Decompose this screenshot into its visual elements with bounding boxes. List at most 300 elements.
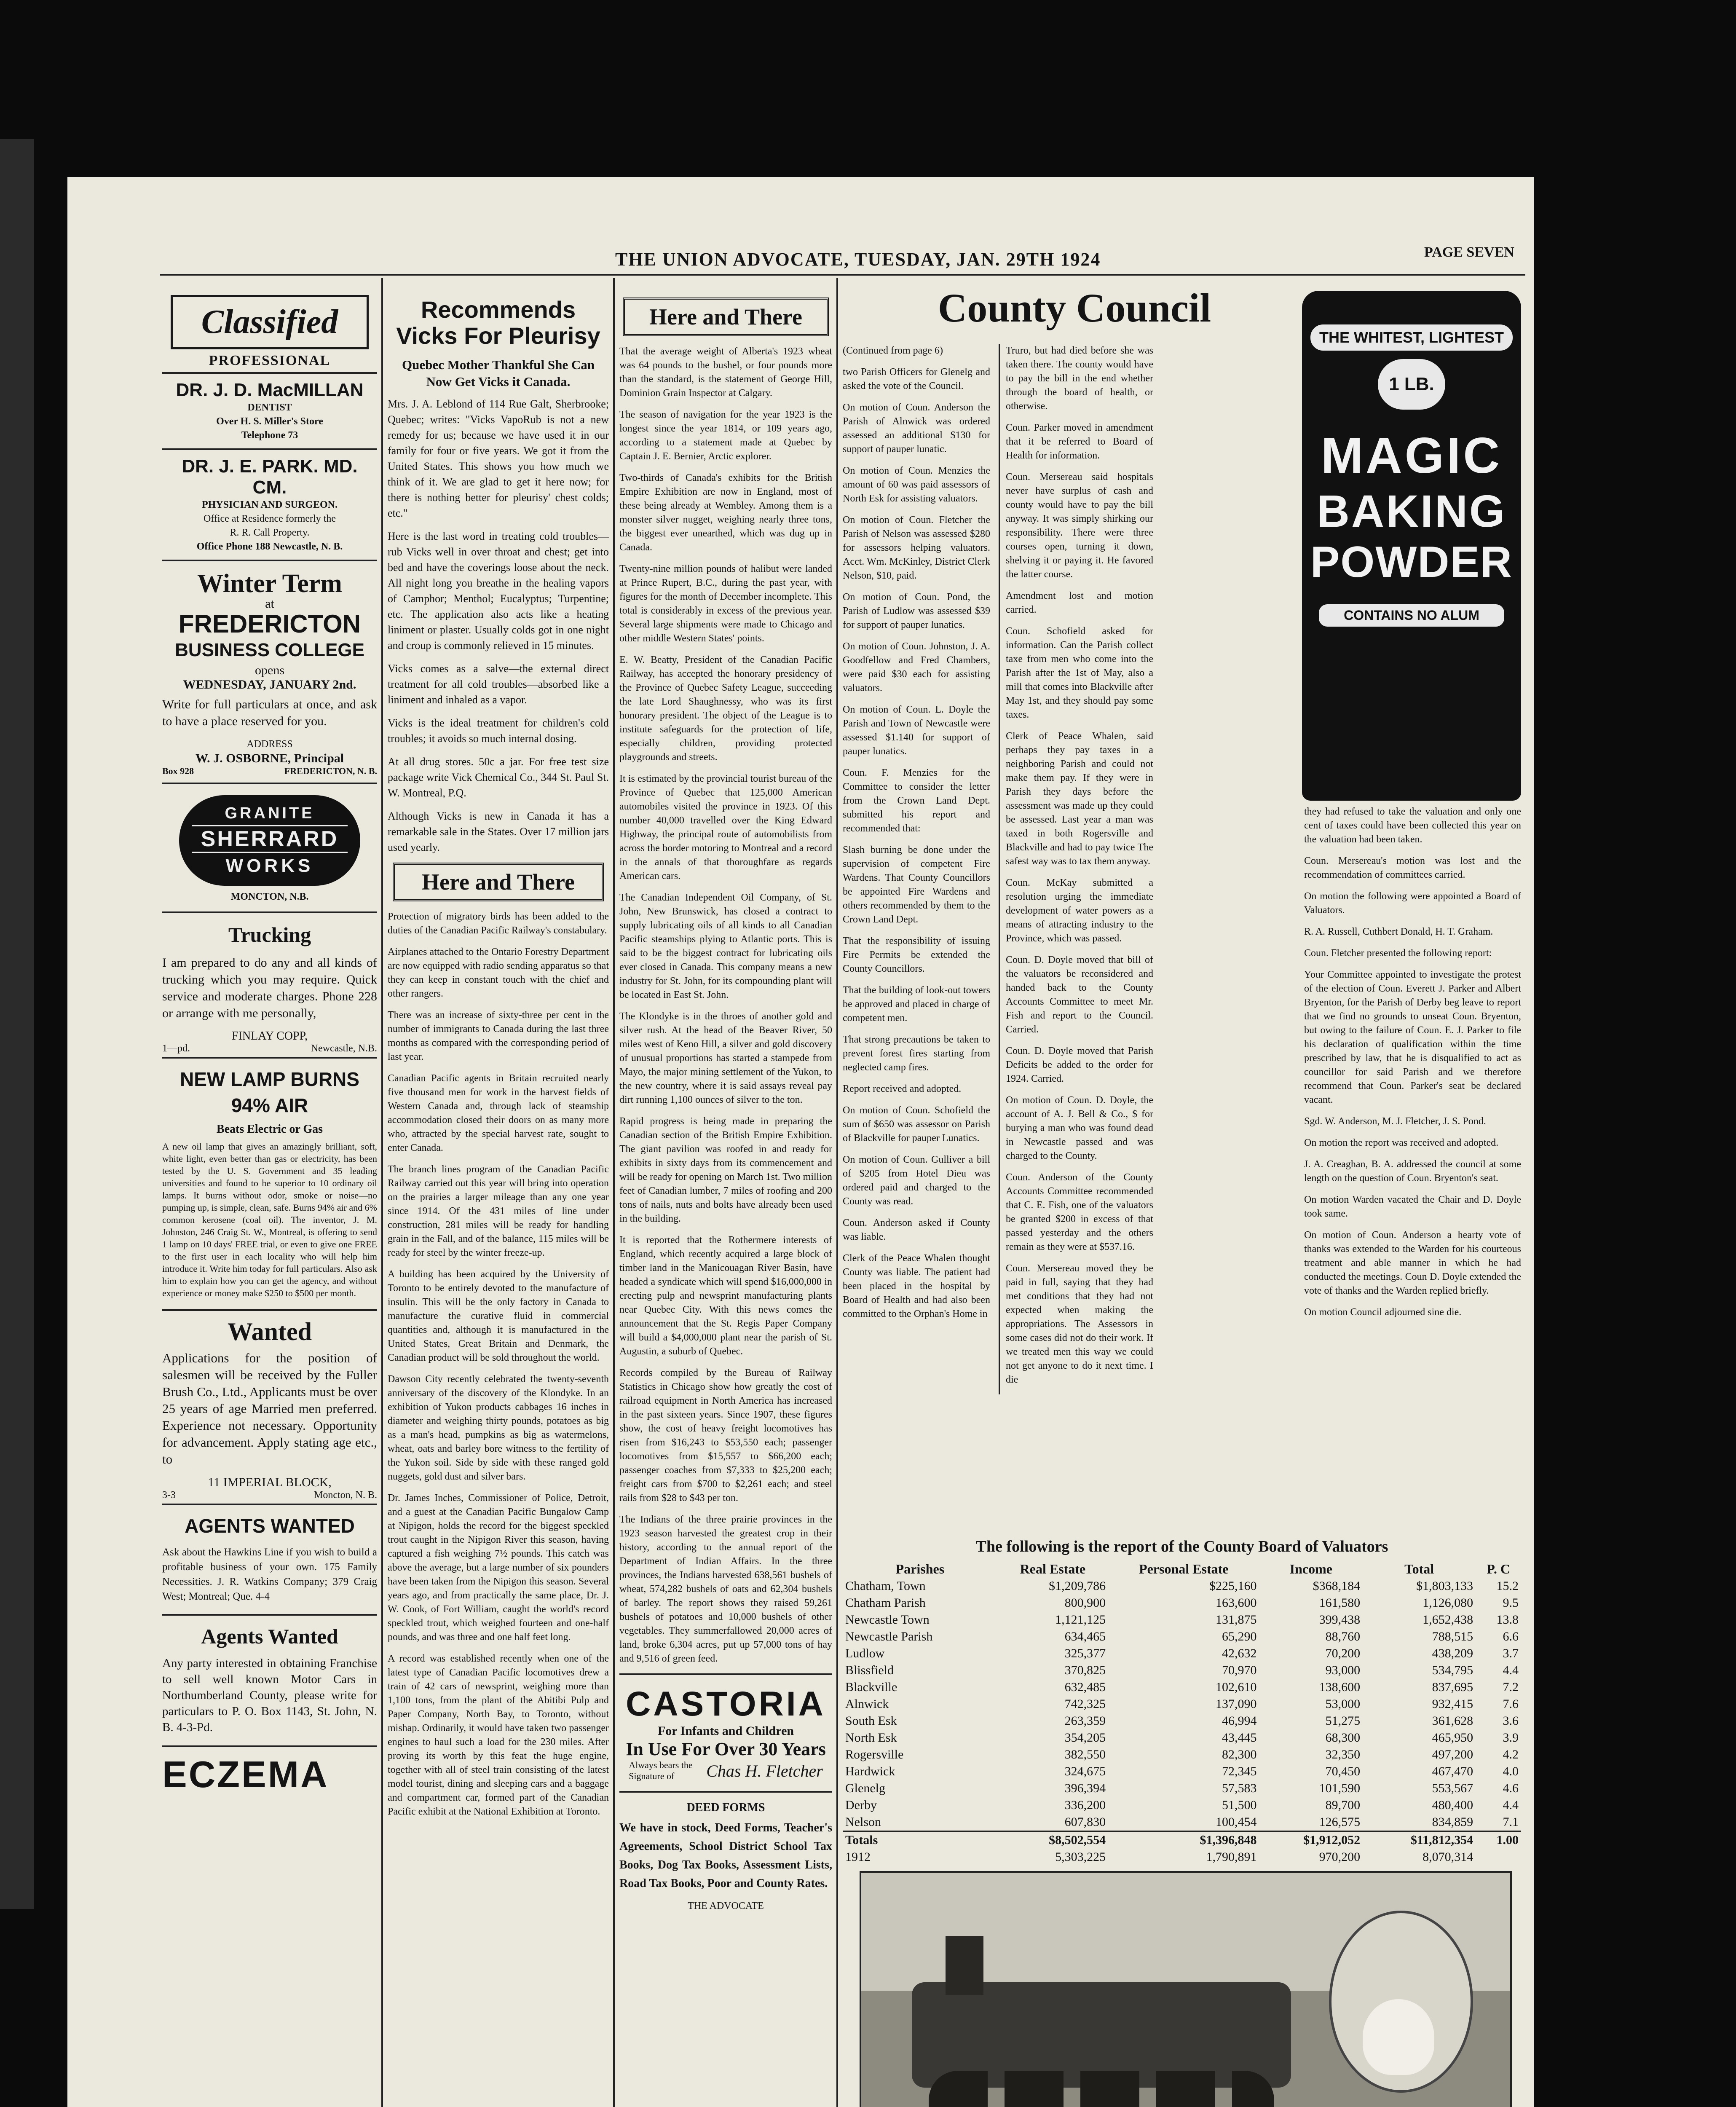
table-cell: 57,583 xyxy=(1222,1781,1257,1795)
column-rule xyxy=(613,278,615,2107)
driver-beard xyxy=(1363,1999,1434,2075)
county-council-article xyxy=(843,284,1306,1532)
macmillan-title: DENTIST xyxy=(247,402,292,413)
table-cell: 70,200 xyxy=(1325,1646,1361,1660)
column-rule xyxy=(836,278,838,2107)
news-item: Protection of migratory birds has been added to the duties of the Canadian Pacific Railway's constabulary. xyxy=(388,911,609,936)
table-cell: 131,875 xyxy=(1215,1613,1257,1627)
council-paragraph: On motion of Coun. L. Doyle the Parish and Town of Newcastle were assessed $1.140 for support of pauper lunatics. xyxy=(843,704,990,757)
granite-line1: GRANITE xyxy=(225,804,315,822)
totals-row xyxy=(843,1831,1521,1849)
table-cell: Derby xyxy=(845,1798,877,1812)
table-cell: $11,812,354 xyxy=(1410,1833,1473,1847)
column-header: P. C xyxy=(1487,1561,1510,1576)
table-cell: 32,350 xyxy=(1325,1748,1361,1761)
table-cell: 1.00 xyxy=(1496,1833,1519,1847)
castoria-signature: Chas H. Fletcher xyxy=(706,1761,823,1780)
valuators-title: The following is the report of the County Board of Valuators xyxy=(975,1538,1388,1555)
news-item: A record was established recently when one of the latest type of Canadian Pacific locomotives drew a train of 42 cars of newsprint, weighing more than 1,100 tons, from the plant of the Abitibi Pulp and Paper Company, North Bay, to Toronto, without mishap. Ordinarily, it would have taken two passenger engines to haul such a load for the 230 miles. After proving its worth by this feat the huge engine, together with all of steel train consisting of the latest model tourist, dining and sleeping cars and a baggage and compartment car, formed part of the Canadian Pacific exhibit at the National Exhibition at Toronto. xyxy=(388,1653,609,1817)
magic-band: THE WHITEST, LIGHTEST xyxy=(1310,324,1513,351)
council-paragraph: On motion of Coun. Anderson a hearty vote of thanks was extended to the Warden for his courteous treatment and able manner in which he had conducted the meetings. Coun D. Doyle extended the vote of thanks and the Warden replied briefly. xyxy=(1304,1230,1521,1296)
table-cell: 396,394 xyxy=(1064,1781,1106,1795)
agents-body-2: Any party interested in obtaining Franchise to sell well known Motor Cars in Northumberland County, please write for particulars to P. O. Box 1143, St. John, N. B. 4-3-Pd. xyxy=(162,1657,377,1734)
table-cell: 161,580 xyxy=(1319,1596,1361,1610)
granite-works-ad xyxy=(162,784,377,913)
council-paragraph: On motion the following were appointed a Board of Valuators. xyxy=(1304,891,1521,916)
table-cell: 7.2 xyxy=(1503,1680,1519,1694)
table-cell: Nelson xyxy=(845,1815,881,1829)
deed-sign: THE ADVOCATE xyxy=(688,1901,764,1911)
lamp-body: A new oil lamp that gives an amazingly brilliant, soft, white light, even better than gas or electricity, has been tested by the U. S. Government and 35 leading universities and found to be superior to 10 ordinary oil lamps. It burns without odor, smoke or noise—no pumping up, is simple, clean, safe. Burns 94% air and 6% common kerosene (coal oil). The inventor, J. M. Johnston, 246 Craig St. W., Montreal, is offering to send 1 lamp on 10 days' FREE trial, or even to give one FREE to the first user in each locality who will help him introduce it. Write him today for full particulars. Also ask him to explain how you can get the agency, and without experience or money make $250 to $500 per month. xyxy=(162,1141,377,1298)
table-cell: 126,575 xyxy=(1319,1815,1361,1829)
table-cell: 1912 xyxy=(845,1850,871,1863)
here-and-there-heading-1: Here and There xyxy=(623,298,829,336)
table-cell: 70,450 xyxy=(1325,1764,1361,1778)
table-row xyxy=(843,1729,1521,1746)
table-cell: 93,000 xyxy=(1325,1663,1361,1677)
business-college-heading: BUSINESS COLLEGE xyxy=(175,640,364,660)
wanted-address: 11 IMPERIAL BLOCK, xyxy=(208,1475,332,1489)
council-column-a xyxy=(843,344,990,1394)
valuators-body xyxy=(843,1578,1521,1863)
table-cell: 480,400 xyxy=(1432,1798,1473,1812)
vicks-deck: Quebec Mother Thankful She Can Now Get Vicks it Canada. xyxy=(402,357,595,389)
magic-lb-badge: 1 LB. xyxy=(1378,359,1445,410)
table-row xyxy=(843,1662,1521,1679)
column-header: Personal Estate xyxy=(1139,1561,1229,1576)
table-cell: 1,121,125 xyxy=(1055,1613,1106,1627)
table-cell: 43,445 xyxy=(1222,1731,1257,1745)
table-cell: $1,803,133 xyxy=(1416,1579,1473,1593)
news-item: The season of navigation for the year 1923 is the longest since the year 1814, or 109 years ago, according to a statement made at Quebec by Captain J. E. Bernier, Arctic explorer. xyxy=(619,409,832,462)
agents-wanted-ad-1 xyxy=(162,1505,377,1616)
table-cell: 970,200 xyxy=(1319,1850,1361,1863)
valuators-header-row xyxy=(843,1560,1521,1578)
table-cell: 82,300 xyxy=(1222,1748,1257,1761)
news-item: It is estimated by the provincial tourist bureau of the Province of Quebec that 125,000 American automobiles visited the province in 1923. Of this number 40,000 travelled over the King Edward Highway, the principal route of automobilists from across the border motoring to Montreal and a record in the annals of that thoroughfare as regards American cars. xyxy=(619,773,832,882)
news-item: It is reported that the Rothermere interests of England, which recently acquired a large block of timber land in the Manicouagan River Basin, have headed a syndicate which will spend $16,000,000 in erecting pulp and newsprint manufacturing plants near Quebec City. With this news comes the announcement that the St. Regis Paper Company will build a $4,000,000 plant near the parish of St. Augustin, a suburb of Quebec. xyxy=(619,1235,832,1357)
table-cell: 6.6 xyxy=(1503,1630,1519,1643)
table-cell: North Esk xyxy=(845,1731,897,1745)
table-cell: 382,550 xyxy=(1064,1748,1106,1761)
table-cell: 4.2 xyxy=(1503,1748,1519,1761)
council-paragraph: Truro, but had died before she was taken there. The county would have to pay the bill in the end whether through the board of health, or otherwise. xyxy=(1006,345,1153,412)
business-college-ad xyxy=(162,561,377,784)
table-cell: 4.4 xyxy=(1503,1663,1519,1677)
column-header: Total xyxy=(1404,1561,1434,1576)
table-cell: 632,485 xyxy=(1064,1680,1106,1694)
table-cell: 800,900 xyxy=(1064,1596,1106,1610)
council-column-b xyxy=(999,344,1153,1394)
table-cell: 9.5 xyxy=(1503,1596,1519,1610)
table-cell: 5,303,225 xyxy=(1055,1850,1106,1863)
table-cell: Totals xyxy=(845,1833,878,1847)
table-cell: $225,160 xyxy=(1209,1579,1257,1593)
vicks-article xyxy=(388,396,609,855)
table-cell: Chatham Parish xyxy=(845,1596,926,1610)
granite-line2: SHERRARD xyxy=(192,825,348,853)
vicks-headline: Recommends Vicks For Pleurisy xyxy=(396,296,600,349)
table-cell: 742,325 xyxy=(1064,1697,1106,1711)
news-item: Canadian Pacific agents in Britain recruited nearly five thousand men for work in the harvest fields of Western Canada and, through lack of steamship accommodation closed their doors on as many more who, attracted by the special harvest rate, sought to enter Canada. xyxy=(388,1073,609,1153)
table-cell: 4.0 xyxy=(1503,1764,1519,1778)
agents-wanted-ad-2 xyxy=(162,1616,377,1747)
council-paragraph: That the responsibility of issuing Fire Permits be extended the County Councillors. xyxy=(843,936,990,974)
park-line3: Office Phone 188 Newcastle, N. B. xyxy=(196,541,343,552)
trucking-title: Trucking xyxy=(228,923,311,946)
magic-line1: MAGIC xyxy=(1321,427,1502,484)
council-paragraph: Your Committee appointed to investigate the protest of the election of Coun. Everett J. Parker and Albert Bryenton, for the Parish of Derby beg leave to report that we find no grounds to unseat Coun. Bryenton, but owing to the failure of Coun. E. J. Parker to file his declaration of qualification within the time prescribed by law, that he is disqualified to act as councillor for said Parish and we therefore recommend that Coun. Parker's seat be declared vacant. xyxy=(1304,969,1521,1105)
table-cell: 72,345 xyxy=(1222,1764,1257,1778)
council-paragraph: On motion of Coun. Gulliver a bill of $205 from Hotel Dieu was ordered paid and charged to the County was read. xyxy=(843,1154,990,1207)
lamp-ad xyxy=(162,1059,377,1311)
table-cell: 102,610 xyxy=(1215,1680,1257,1694)
macmillan-line1: Over H. S. Miller's Store xyxy=(216,416,323,427)
macmillan-name: DR. J. D. MacMILLAN xyxy=(176,380,364,400)
table-row xyxy=(843,1763,1521,1780)
vicks-column xyxy=(388,291,609,2107)
county-council-headline: County Council xyxy=(938,285,1211,330)
council-paragraph: Coun. Schofield asked for information. Can the Parish collect taxe from men who come into the Parish after the 1st of May, also a mill that comes into Blackville after May 1st, and they should pay some taxes. xyxy=(1006,626,1153,720)
vicks-paragraph: Here is the last word in treating cold troubles—rub Vicks well in over throat and chest; get into bed and have the coverings loose about the neck. All night long you breathe in the healing vapors of Camphor; Menthol; Eucalyptus; Turpentine; etc. The application also acts like a heating liniment or plaster. Usually colds got in one night and croup is commonly relieved in 15 minutes. xyxy=(388,530,609,651)
council-paragraph: Report received and adopted. xyxy=(843,1083,962,1094)
classified-column xyxy=(162,291,377,2107)
table-cell: 1,790,891 xyxy=(1206,1850,1257,1863)
college-city: FREDERICTON, N. B. xyxy=(284,766,377,776)
vicks-paragraph: Mrs. J. A. Leblond of 114 Rue Galt, Sherbrooke; Quebec; writes: "Vicks VapoRub is not a new remedy for us; because we have used it in our family for four or five years. We got it from the United States. This shows you how much we think of it. We are glad to get it here now; for there is nothing better for pleurisy' chest colds; etc." xyxy=(388,398,609,519)
deed-forms-ad xyxy=(619,1793,832,1920)
park-line2: R. R. Call Property. xyxy=(230,527,310,538)
lamp-subhead: Beats Electric or Gas xyxy=(216,1123,323,1136)
news-item: Dr. James Inches, Commissioner of Police, Detroit, and a guest at the Canadian Pacific Bungalow Camp at Nipigon, holds the record for the biggest speckled trout caught in the Nipigon River this season, having captured a fish weighing 7½ pounds. This catch was above the average, but a large number of six pounders have been taken from the Nipigon this season. Several years ago, and from practically the same place, Dr. J. W. Cook, of Fort William, caught the world's record speckled trout, which weighed fourteen and one-half pounds, and was three and one half feet long. xyxy=(388,1493,609,1643)
college-box: Box 928 xyxy=(162,766,194,776)
lamp-heading2: 94% AIR xyxy=(231,1094,308,1116)
table-cell: 553,567 xyxy=(1432,1781,1473,1795)
magic-baking-powder-ad xyxy=(1302,291,1521,801)
table-cell: Alnwick xyxy=(845,1697,889,1711)
here-and-there-items-1 xyxy=(619,345,832,1666)
council-paragraph: Coun. D. Doyle moved that Parish Deficits be added to the order for 1924. Carried. xyxy=(1006,1045,1153,1084)
council-paragraph: Amendment lost and motion carried. xyxy=(1006,590,1153,615)
vicks-paragraph: Although Vicks is new in Canada it has a remarkable sale in the States. Over 17 million jars used yearly. xyxy=(388,810,609,853)
table-cell: 100,454 xyxy=(1215,1815,1257,1829)
table-cell: 336,200 xyxy=(1064,1798,1106,1812)
table-cell: 101,590 xyxy=(1319,1781,1361,1795)
castoria-always: Always bears the Signature of xyxy=(629,1760,693,1781)
table-cell: 3.6 xyxy=(1503,1714,1519,1728)
table-cell: Glenelg xyxy=(845,1781,885,1795)
opening-date: WEDNESDAY, JANUARY 2nd. xyxy=(183,678,356,692)
valuators-table xyxy=(843,1560,1521,1863)
table-cell: Newcastle Parish xyxy=(845,1630,933,1643)
council-paragraph: Slash burning be done under the supervision of competent Fire Wardens. That County Councillors be appointed Fire Wardens and others recommended by them to the Crown Land Dept. xyxy=(843,844,990,925)
trucking-body: I am prepared to do any and all kinds of trucking which you may require. Quick service and moderate charges. Phone 228 or arrange with me personally, xyxy=(162,956,377,1020)
agents-body-1: Ask about the Hawkins Line if you wish to build a profitable business of your own. 175 Family Necessities. J. R. Watkins Company; 379 Craig West; Montreal; Que. 4-4 xyxy=(162,1547,377,1602)
council-paragraph: On motion Council adjourned sine die. xyxy=(1304,1307,1462,1318)
council-paragraph: On motion of Coun. Fletcher the Parish of Nelson was assessed $280 for assessors helping valuators. Acct. Wm. McKinley, District Clerk Nelson, $10, paid. xyxy=(843,515,990,581)
council-paragraph: On motion of Coun. Schofield the sum of $650 was assessor on Parish of Blackville for pauper Lunatics. xyxy=(843,1105,990,1144)
table-cell: 89,700 xyxy=(1325,1798,1361,1812)
magic-line2: BAKING xyxy=(1317,485,1506,536)
council-paragraph: That strong precautions be taken to prevent forest fires starting from neglected camp fires. xyxy=(843,1034,990,1073)
principal-name: W. J. OSBORNE, Principal xyxy=(195,751,344,765)
vicks-paragraph: At all drug stores. 50c a jar. For free test size package write Vick Chemical Co., 344 St. Paul St. W. Montreal, P.Q. xyxy=(388,756,609,799)
table-cell: $1,209,786 xyxy=(1049,1579,1106,1593)
table-cell: 4.6 xyxy=(1503,1781,1519,1795)
table-cell: 361,628 xyxy=(1432,1714,1473,1728)
table-cell: 137,090 xyxy=(1215,1697,1257,1711)
news-item: There was an increase of sixty-three per cent in the number of immigrants to Canada during the last three months as compared with the corresponding period of last year. xyxy=(388,1010,609,1062)
council-paragraph: Coun. Mersereau moved they be paid in full, saying that they had met conditions that they had not expected when making the appropriations. The Assessors in some cases did not do their work. If we treated men this way we could not get anyone to do it next time. I die xyxy=(1006,1263,1153,1385)
table-cell: 53,000 xyxy=(1325,1697,1361,1711)
table-cell xyxy=(1476,1849,1521,1863)
table-cell: Chatham, Town xyxy=(845,1579,926,1593)
park-card xyxy=(162,450,377,561)
council-paragraph: Coun. McKay submitted a resolution urging the immediate development of water powers as a means of attracting industry to the Province, which was passed. xyxy=(1006,877,1153,944)
column-header: Income xyxy=(1289,1561,1332,1576)
wanted-foot1: 3-3 xyxy=(162,1490,176,1501)
table-cell: 70,970 xyxy=(1222,1663,1257,1677)
table-cell: 68,300 xyxy=(1325,1731,1361,1745)
council-paragraph: Coun. Parker moved in amendment that it be referred to Board of Health for information. xyxy=(1006,422,1153,461)
news-item: That the average weight of Alberta's 1923 wheat was 64 pounds to the bushel, or four pounds more than the standard, is the statement of George Hill, Dominion Grain Inspector at Calgary. xyxy=(619,346,832,399)
eczema-title: ECZEMA xyxy=(162,1753,329,1795)
table-row xyxy=(843,1696,1521,1713)
page-label: PAGE SEVEN xyxy=(1424,244,1514,260)
table-cell: 534,795 xyxy=(1432,1663,1473,1677)
table-cell: 3.9 xyxy=(1503,1731,1519,1745)
news-item: The Indians of the three prairie provinces in the 1923 season harvested the greatest crop in their history, according to the annual report of the Department of Indian Affairs. In the three provinces, the Indians harvested 638,561 bushels of wheat, 574,282 bushels of oats and 62,304 bushels of barley. The report shows they raised 59,261 bushels of potatoes and 10,000 bushels of other vegetables. They summerfallowed 20,000 acres of land, broke 6,304 acres, put up 57,000 tons of hay and 9,516 of green feed. xyxy=(619,1514,832,1664)
table-cell: 1,126,080 xyxy=(1423,1596,1473,1610)
professional-label: PROFESSIONAL xyxy=(162,353,377,374)
council-paragraph: On motion of Coun. D. Doyle, the account of A. J. Bell & Co., $ for burying a man who was found dead in Newcastle passed and was charged to the County. xyxy=(1006,1095,1153,1161)
table-cell: 438,209 xyxy=(1432,1646,1473,1660)
news-item: Records compiled by the Bureau of Railway Statistics in Chicago show how greatly the cost of railroad equipment in North America has increased in the past sixteen years. Since 1907, these figures show, the cost of heavy freight locomotives has risen from $16,243 to $53,550 each; passenger locomotives from $15,557 to $66,200 each; passenger coaches from $7,333 to $25,200 each; freight cars from $700 to $2,261 each; and steel rails from $28 to $43 per ton. xyxy=(619,1367,832,1504)
table-cell: Rogersville xyxy=(845,1748,904,1761)
news-item: Dawson City recently celebrated the twenty-seventh anniversary of the discovery of the Klondyke. In an exhibition of Yukon products cabbages 16 inches in diameter and weighing thirty pounds, potatoes as big as a man's head, pumpkins as big as watermelons, wheat, oats and barley bore witness to the fertility of the Yukon soil. Side by side with these ranged gold nuggets, gold dust and silver bars. xyxy=(388,1374,609,1482)
council-paragraph: On motion of Coun. Johnston, J. A. Goodfellow and Fred Chambers, were paid $30 each for assisting valuators. xyxy=(843,641,990,694)
council-paragraph: R. A. Russell, Cuthbert Donald, H. T. Graham. xyxy=(1304,926,1493,937)
table-cell: $1,396,848 xyxy=(1200,1833,1257,1847)
vicks-paragraph: Vicks comes as a salve—the external direct treatment for all cold troubles—absorbed like a liniment and inhaled as a vapor. xyxy=(388,662,609,706)
table-cell: 788,515 xyxy=(1432,1630,1473,1643)
macmillan-card xyxy=(162,374,377,450)
table-cell: 51,275 xyxy=(1325,1714,1361,1728)
castoria-ad xyxy=(619,1673,832,1793)
table-cell: $8,502,554 xyxy=(1049,1833,1106,1847)
magic-foot: CONTAINS NO ALUM xyxy=(1319,604,1504,627)
council-paragraph: two Parish Officers for Glenelg and asked the vote of the Council. xyxy=(843,367,990,391)
valuators-report xyxy=(843,1534,1521,1863)
column-header: Real Estate xyxy=(1020,1561,1086,1576)
council-paragraph: they had refused to take the valuation and only one cent of taxes could have been collected this year on the valuation had been taken. xyxy=(1304,806,1521,845)
trucking-footer xyxy=(162,1043,377,1054)
table-cell: $1,912,052 xyxy=(1303,1833,1361,1847)
table-row xyxy=(843,1628,1521,1645)
table-cell: 7.1 xyxy=(1503,1815,1519,1829)
wanted-footer xyxy=(162,1490,377,1501)
vicks-paragraph: Vicks is the ideal treatment for children's cold troubles; it avoids so much internal dosing. xyxy=(388,717,609,745)
council-paragraph: Clerk of the Peace Whalen thought County was liable. The patient had been placed in the hospital by Board of Health and had also been committed to the Orphan's Home in xyxy=(843,1253,990,1319)
table-row xyxy=(843,1713,1521,1729)
table-cell: 325,377 xyxy=(1064,1646,1106,1660)
table-cell: South Esk xyxy=(845,1714,897,1728)
table-row xyxy=(843,1679,1521,1696)
council-paragraph: Coun. Mersereau said hospitals never have surplus of cash and county would have to pay the bill anyway. It was simply shirking our responsibility. There were three courses open, turning it down, shelving it or paying it. He favored the latter course. xyxy=(1006,472,1153,580)
table-cell: Hardwick xyxy=(845,1764,895,1778)
castoria-sub: For Infants and Children xyxy=(657,1724,794,1738)
granite-line3: WORKS xyxy=(225,855,314,876)
winter-term-heading: Winter Term xyxy=(197,569,342,598)
table-row xyxy=(843,1578,1521,1595)
table-cell: 467,470 xyxy=(1432,1764,1473,1778)
table-cell: Blackville xyxy=(845,1680,897,1694)
here-and-there-heading-2: Here and There xyxy=(393,863,604,901)
council-paragraph: Coun. D. Doyle moved that bill of the valuators be reconsidered and handed back to the County Accounts Committee to meet Mr. Fish and report to the Council. Carried. xyxy=(1006,954,1153,1035)
news-item: The Canadian Independent Oil Company, of St. John, New Brunswick, has closed a contract to supply lubricating oils of all kinds to all Canadian Pacific steamships plying to Atlantic ports. This is said to be the biggest contract for lubricating oils ever closed in Canada. This company means a new industry for St. John, for its compounding plant will be located in East St. John. xyxy=(619,892,832,1000)
council-column-c xyxy=(1304,805,1521,1319)
table-cell: 837,695 xyxy=(1432,1680,1473,1694)
castoria-big: In Use For Over 30 Years xyxy=(626,1739,826,1759)
table-cell: 88,760 xyxy=(1325,1630,1361,1643)
table-cell: 370,825 xyxy=(1064,1663,1106,1677)
council-paragraph: On motion the report was received and adopted. xyxy=(1304,1137,1499,1148)
table-cell: Ludlow xyxy=(845,1646,885,1660)
table-cell: 834,859 xyxy=(1432,1815,1473,1829)
news-item: Rapid progress is being made in preparing the Canadian section of the British Empire Exhibition. The giant pavilion was roofed in and ready for exhibits in sixty days from its commencement and will be ready for opening on March 1st. Two million feet of Canadian lumber, 7 miles of roofing and 200 tons of nails, nuts and bolts have already been used in the building. xyxy=(619,1116,832,1224)
table-cell: 51,500 xyxy=(1222,1798,1257,1812)
trucking-ad xyxy=(162,913,377,1059)
classified-header: Classified xyxy=(171,295,369,349)
table-cell: Newcastle Town xyxy=(845,1613,930,1627)
table-cell: 399,438 xyxy=(1319,1613,1361,1627)
locomotive-wheels xyxy=(929,2071,1274,2107)
table-cell: Blissfield xyxy=(845,1663,894,1677)
table-cell: 3.7 xyxy=(1503,1646,1519,1660)
table-row xyxy=(843,1645,1521,1662)
news-item: A building has been acquired by the University of Toronto to be entirely devoted to the manufacture of insulin. This will be the only factory in Canada to manufacture the curative fluid in commercial quantities and, although it is manufactured in the United States, Great Britain and Denmark, the Canadian product will be sold throughout the world. xyxy=(388,1269,609,1363)
lamp-heading1: NEW LAMP BURNS xyxy=(180,1068,359,1090)
news-item: Two-thirds of Canada's exhibits for the British Empire Exhibition are now in England, most of these being already at Wembley. Among them is a monster silver nugget, weighing nearly three tons, the biggest ever unearthed, which was dug up in Canada. xyxy=(619,472,832,553)
table-cell: 932,415 xyxy=(1432,1697,1473,1711)
wanted-body: Applications for the position of salesmen will be received by the Fuller Brush Co., Ltd., Applicants must be over 25 years of age Married men preferred. Experience not necessary. Opportunity for advancement. Apply stating age etc., to xyxy=(162,1351,377,1466)
council-paragraph: On motion of Coun. Pond, the Parish of Ludlow was assessed $39 for support of pauper lunatics. xyxy=(843,592,990,630)
council-paragraph: (Continued from page 6) xyxy=(843,345,943,356)
agents-title-2: Agents Wanted xyxy=(201,1624,338,1648)
masthead: THE UNION ADVOCATE, TUESDAY, JAN. 29TH 1924 xyxy=(615,249,1101,270)
deed-title: DEED FORMS xyxy=(686,1801,765,1814)
adjacent-page-edge xyxy=(0,139,34,1909)
table-cell: $368,184 xyxy=(1313,1579,1361,1593)
locomotive-stack xyxy=(946,1936,983,1995)
table-cell: 1,652,438 xyxy=(1423,1613,1473,1627)
table-cell: 15.2 xyxy=(1496,1579,1519,1593)
table-cell: 4.4 xyxy=(1503,1798,1519,1812)
news-item: E. W. Beatty, President of the Canadian Pacific Railway, has accepted the honorary presidency of the Province of Quebec Safety League, succeeding the late Lord Shaughnessy, who was its first honorary president. The object of the League is to institute safeguards for the protection of life, especially children, providing protected playgrounds and streets. xyxy=(619,654,832,763)
wanted-foot2: Moncton, N. B. xyxy=(314,1490,377,1501)
table-cell: 8,070,314 xyxy=(1423,1850,1473,1863)
trucking-foot1: 1—pd. xyxy=(162,1043,190,1054)
magic-line3: POWDER xyxy=(1310,538,1513,587)
table-row xyxy=(843,1797,1521,1814)
park-title: PHYSICIAN AND SURGEON. xyxy=(201,499,338,510)
table-cell: 42,632 xyxy=(1222,1646,1257,1660)
table-cell: 13.8 xyxy=(1496,1613,1519,1627)
council-columns xyxy=(843,344,1306,1394)
trucking-signature: FINLAY COPP, xyxy=(232,1029,308,1043)
table-cell: 354,205 xyxy=(1064,1731,1106,1745)
table-cell: 324,675 xyxy=(1064,1764,1106,1778)
table-row xyxy=(843,1780,1521,1797)
wanted-ad xyxy=(162,1311,377,1505)
table-cell: 465,950 xyxy=(1432,1731,1473,1745)
council-paragraph: Sgd. W. Anderson, M. J. Fletcher, J. S. Pond. xyxy=(1304,1116,1486,1127)
table-cell: 46,994 xyxy=(1222,1714,1257,1728)
table-row xyxy=(843,1814,1521,1831)
council-paragraph: J. A. Creaghan, B. A. addressed the council at some length on the question of Coun. Bryenton's seat. xyxy=(1304,1159,1521,1184)
deed-body: We have in stock, Deed Forms, Teacher's Agreements, School District School Tax Books, Dog Tax Books, Assessment Lists, Road Tax Books, Poor and County Rates. xyxy=(619,1821,832,1890)
locomotive-photo xyxy=(860,1871,1512,2107)
news-item: Airplanes attached to the Ontario Forestry Department are now equipped with radio sending apparatus so that they can keep in constant touch with the chief and other rangers. xyxy=(388,946,609,999)
council-paragraph: Coun. Anderson of the County Accounts Committee recommended that C. E. Fish, one of the valuators be granted $200 in excess of that passed yesterday and the others remain as they were at $537.16. xyxy=(1006,1172,1153,1252)
table-cell: 65,290 xyxy=(1222,1630,1257,1643)
table-row xyxy=(843,1611,1521,1628)
table-cell: 497,200 xyxy=(1432,1748,1473,1761)
table-cell: 163,600 xyxy=(1215,1596,1257,1610)
address-label: ADDRESS xyxy=(246,739,293,750)
table-row xyxy=(843,1595,1521,1611)
granite-oval xyxy=(179,795,360,886)
eczema-ad xyxy=(162,1747,377,1802)
council-paragraph: On motion Warden vacated the Chair and D. Doyle took same. xyxy=(1304,1194,1521,1219)
college-footer xyxy=(162,766,377,777)
news-item: The branch lines program of the Canadian Pacific Railway carried out this year will bring into operation on the prairies a larger mileage than any one year since 1914. Of the 431 miles of line under construction, 281 miles will be ready for handling grain in the Fall, and of the balance, 115 miles will be ready for steel by the winter freeze-up. xyxy=(388,1164,609,1258)
college-body: Write for full particulars at once, and ask to have a place reserved for you. xyxy=(162,697,377,728)
year-1912-row xyxy=(843,1849,1521,1863)
here-and-there-column xyxy=(619,291,832,2107)
council-paragraph: Coun. F. Menzies for the Committee to consider the letter from the Crown Land Dept. submitted his report and recommended that: xyxy=(843,767,990,834)
table-cell: 138,600 xyxy=(1319,1680,1361,1694)
council-continued-column xyxy=(1304,805,1521,1534)
table-cell: 634,465 xyxy=(1064,1630,1106,1643)
table-row xyxy=(843,1746,1521,1763)
opens-label: opens xyxy=(255,663,284,677)
council-paragraph: On motion of Coun. Menzies the amount of 60 was paid assessors of North Esk for assisting valuators. xyxy=(843,465,990,504)
council-paragraph: That the building of look-out towers be approved and placed in charge of competent men. xyxy=(843,985,990,1024)
council-paragraph: Coun. Mersereau's motion was lost and the recommendation of committees carried. xyxy=(1304,855,1521,880)
news-item: The Klondyke is in the throes of another gold and silver rush. At the head of the Beaver River, 50 miles west of Keno Hill, a silver and gold discovery of unusual proportions has started a stampede from Mayo, the major mining settlement of the Yukon, to the new country, where it is said assays reveal pay dirt running 1,100 ounces of silver to the ton. xyxy=(619,1011,832,1105)
trucking-foot2: Newcastle, N.B. xyxy=(311,1043,377,1054)
council-paragraph: Clerk of Peace Whalen, said perhaps they pay taxes in a neighboring Parish and could not make them pay. If they were in Parish they days before the assessment was made up they could be assessed. Last year a man was taxed in both Rogersville and Blackville and had to pay twice The safest way was to tax them anyway. xyxy=(1006,731,1153,867)
park-line1: Office at Residence formerly the xyxy=(203,513,336,524)
table-cell: 263,359 xyxy=(1064,1714,1106,1728)
column-header: Parishes xyxy=(895,1561,945,1576)
table-cell: 7.6 xyxy=(1503,1697,1519,1711)
agents-title-1: AGENTS WANTED xyxy=(185,1515,355,1537)
council-paragraph: On motion of Coun. Anderson the Parish of Alnwick was ordered assessed an additional $130 for support of pauper lunatic. xyxy=(843,402,990,455)
header-rule xyxy=(160,274,1525,276)
castoria-title: CASTORIA xyxy=(626,1685,826,1723)
table-cell: 607,830 xyxy=(1064,1815,1106,1829)
news-item: Twenty-nine million pounds of halibut were landed at Prince Rupert, B.C., during the past year, with figures for the month of December incomplete. This total is considerably in excess of the previous year. Several large shipments were made to Chicago and other middle Western States' points. xyxy=(619,563,832,644)
castoria-signature-row xyxy=(619,1760,832,1782)
granite-city: MONCTON, N.B. xyxy=(230,891,309,902)
wanted-title: Wanted xyxy=(227,1318,312,1346)
council-paragraph: Coun. Fletcher presented the following report: xyxy=(1304,948,1492,959)
macmillan-line2: Telephone 73 xyxy=(241,430,298,441)
at-label: at xyxy=(265,597,274,611)
fredericton-heading: FREDERICTON xyxy=(178,610,361,638)
